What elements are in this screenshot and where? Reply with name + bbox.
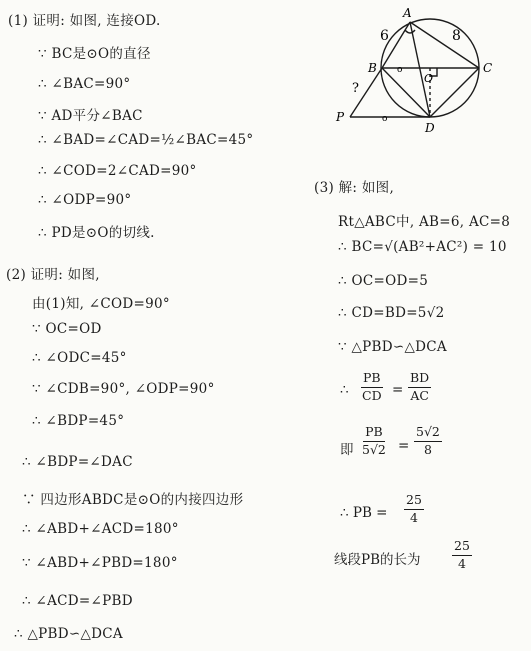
- fraction-denominator: CD: [362, 387, 382, 403]
- fraction-25-4: [404, 494, 424, 524]
- fraction-numerator: BD: [408, 372, 431, 388]
- part3-line-2: Rt△ABC中, AB=6, AC=8: [338, 214, 511, 230]
- part2-line-2: 由(1)知, ∠COD=90°: [32, 296, 170, 312]
- final-answer-text: 线段PB的长为: [334, 552, 421, 568]
- label-ab-length: 6: [380, 28, 389, 44]
- fraction-denominator: AC: [410, 387, 429, 403]
- label-a: A: [403, 6, 412, 20]
- part1-line-2: ∵ BC是⊙O的直径: [38, 46, 151, 62]
- equals-sign: =: [398, 438, 410, 454]
- fraction-denominator: 4: [457, 555, 466, 571]
- label-b: B: [368, 61, 377, 75]
- fraction-5root2-8: [414, 426, 442, 456]
- part1-line-6: ∴ ∠COD=2∠CAD=90°: [38, 163, 197, 179]
- part2-line-10: ∵ ∠ABD+∠PBD=180°: [22, 555, 178, 571]
- part1-line-4: ∵ AD平分∠BAC: [38, 108, 143, 124]
- part2-line-5: ∵ ∠CDB=90°, ∠ODP=90°: [32, 381, 215, 397]
- substitution-prefix: 即: [340, 442, 354, 458]
- fraction-pb-5root2: [360, 426, 388, 456]
- fraction-numerator: PB: [363, 426, 385, 442]
- segment-ac: [410, 22, 479, 68]
- part1-line-8: ∴ PD是⊙O的切线.: [38, 225, 155, 241]
- part2-line-1: (2) 证明: 如图,: [6, 267, 100, 283]
- part1-line-3: ∴ ∠BAC=90°: [38, 76, 131, 92]
- fraction-numerator: 25: [404, 494, 424, 510]
- label-c: C: [483, 61, 493, 75]
- label-pd-mark: o: [382, 114, 388, 124]
- fraction-bd-ac: [408, 372, 431, 402]
- part2-line-9: ∴ ∠ABD+∠ACD=180°: [22, 521, 179, 537]
- label-pb-unknown: ?: [352, 81, 359, 96]
- part2-line-6: ∴ ∠BDP=45°: [32, 413, 125, 429]
- equals-sign: =: [392, 382, 404, 398]
- ratio-prefix: ∴: [340, 382, 349, 398]
- label-p: P: [336, 110, 345, 124]
- pb-result-prefix: ∴ PB =: [340, 505, 388, 521]
- fraction-denominator: 5√2: [362, 441, 386, 457]
- part3-line-1: (3) 解: 如图,: [314, 180, 395, 196]
- part3-line-4: ∴ OC=OD=5: [338, 273, 429, 289]
- part2-line-3: ∵ OC=OD: [32, 321, 102, 337]
- angle-mark-a: [405, 30, 415, 33]
- part2-line-7: ∴ ∠BDP=∠DAC: [22, 454, 133, 470]
- fraction-numerator: 5√2: [414, 426, 442, 442]
- fraction-numerator: PB: [361, 372, 383, 388]
- part2-line-8: ∵ 四边形ABDC是⊙O的内接四边形: [22, 492, 244, 508]
- part1-line-1: (1) 证明: 如图, 连接OD.: [8, 13, 161, 29]
- fraction-numerator: 25: [452, 540, 472, 556]
- fraction-denominator: 8: [423, 441, 432, 457]
- label-ac-length: 8: [452, 28, 461, 44]
- segment-bd: [382, 68, 430, 117]
- part2-line-11: ∴ ∠ACD=∠PBD: [22, 593, 133, 609]
- part2-line-4: ∴ ∠ODC=45°: [32, 350, 127, 366]
- part1-line-7: ∴ ∠ODP=90°: [38, 192, 132, 208]
- part3-line-3: ∴ BC=√(AB²+AC²) = 10: [338, 239, 507, 255]
- label-bo-mark: o: [397, 65, 403, 75]
- segment-ad: [410, 22, 430, 117]
- fraction-pb-cd: [360, 372, 384, 402]
- label-d: D: [425, 121, 435, 135]
- final-fraction: [452, 540, 472, 570]
- part2-line-12: ∴ △PBD∽△DCA: [14, 626, 123, 642]
- part3-line-6: ∵ △PBD∽△DCA: [338, 339, 447, 355]
- part3-line-5: ∴ CD=BD=5√2: [338, 305, 445, 321]
- part1-line-5: ∴ ∠BAD=∠CAD=½∠BAC=45°: [38, 132, 254, 148]
- geometry-figure: [330, 0, 530, 145]
- fraction-denominator: 4: [409, 509, 418, 525]
- label-o: O: [424, 72, 434, 85]
